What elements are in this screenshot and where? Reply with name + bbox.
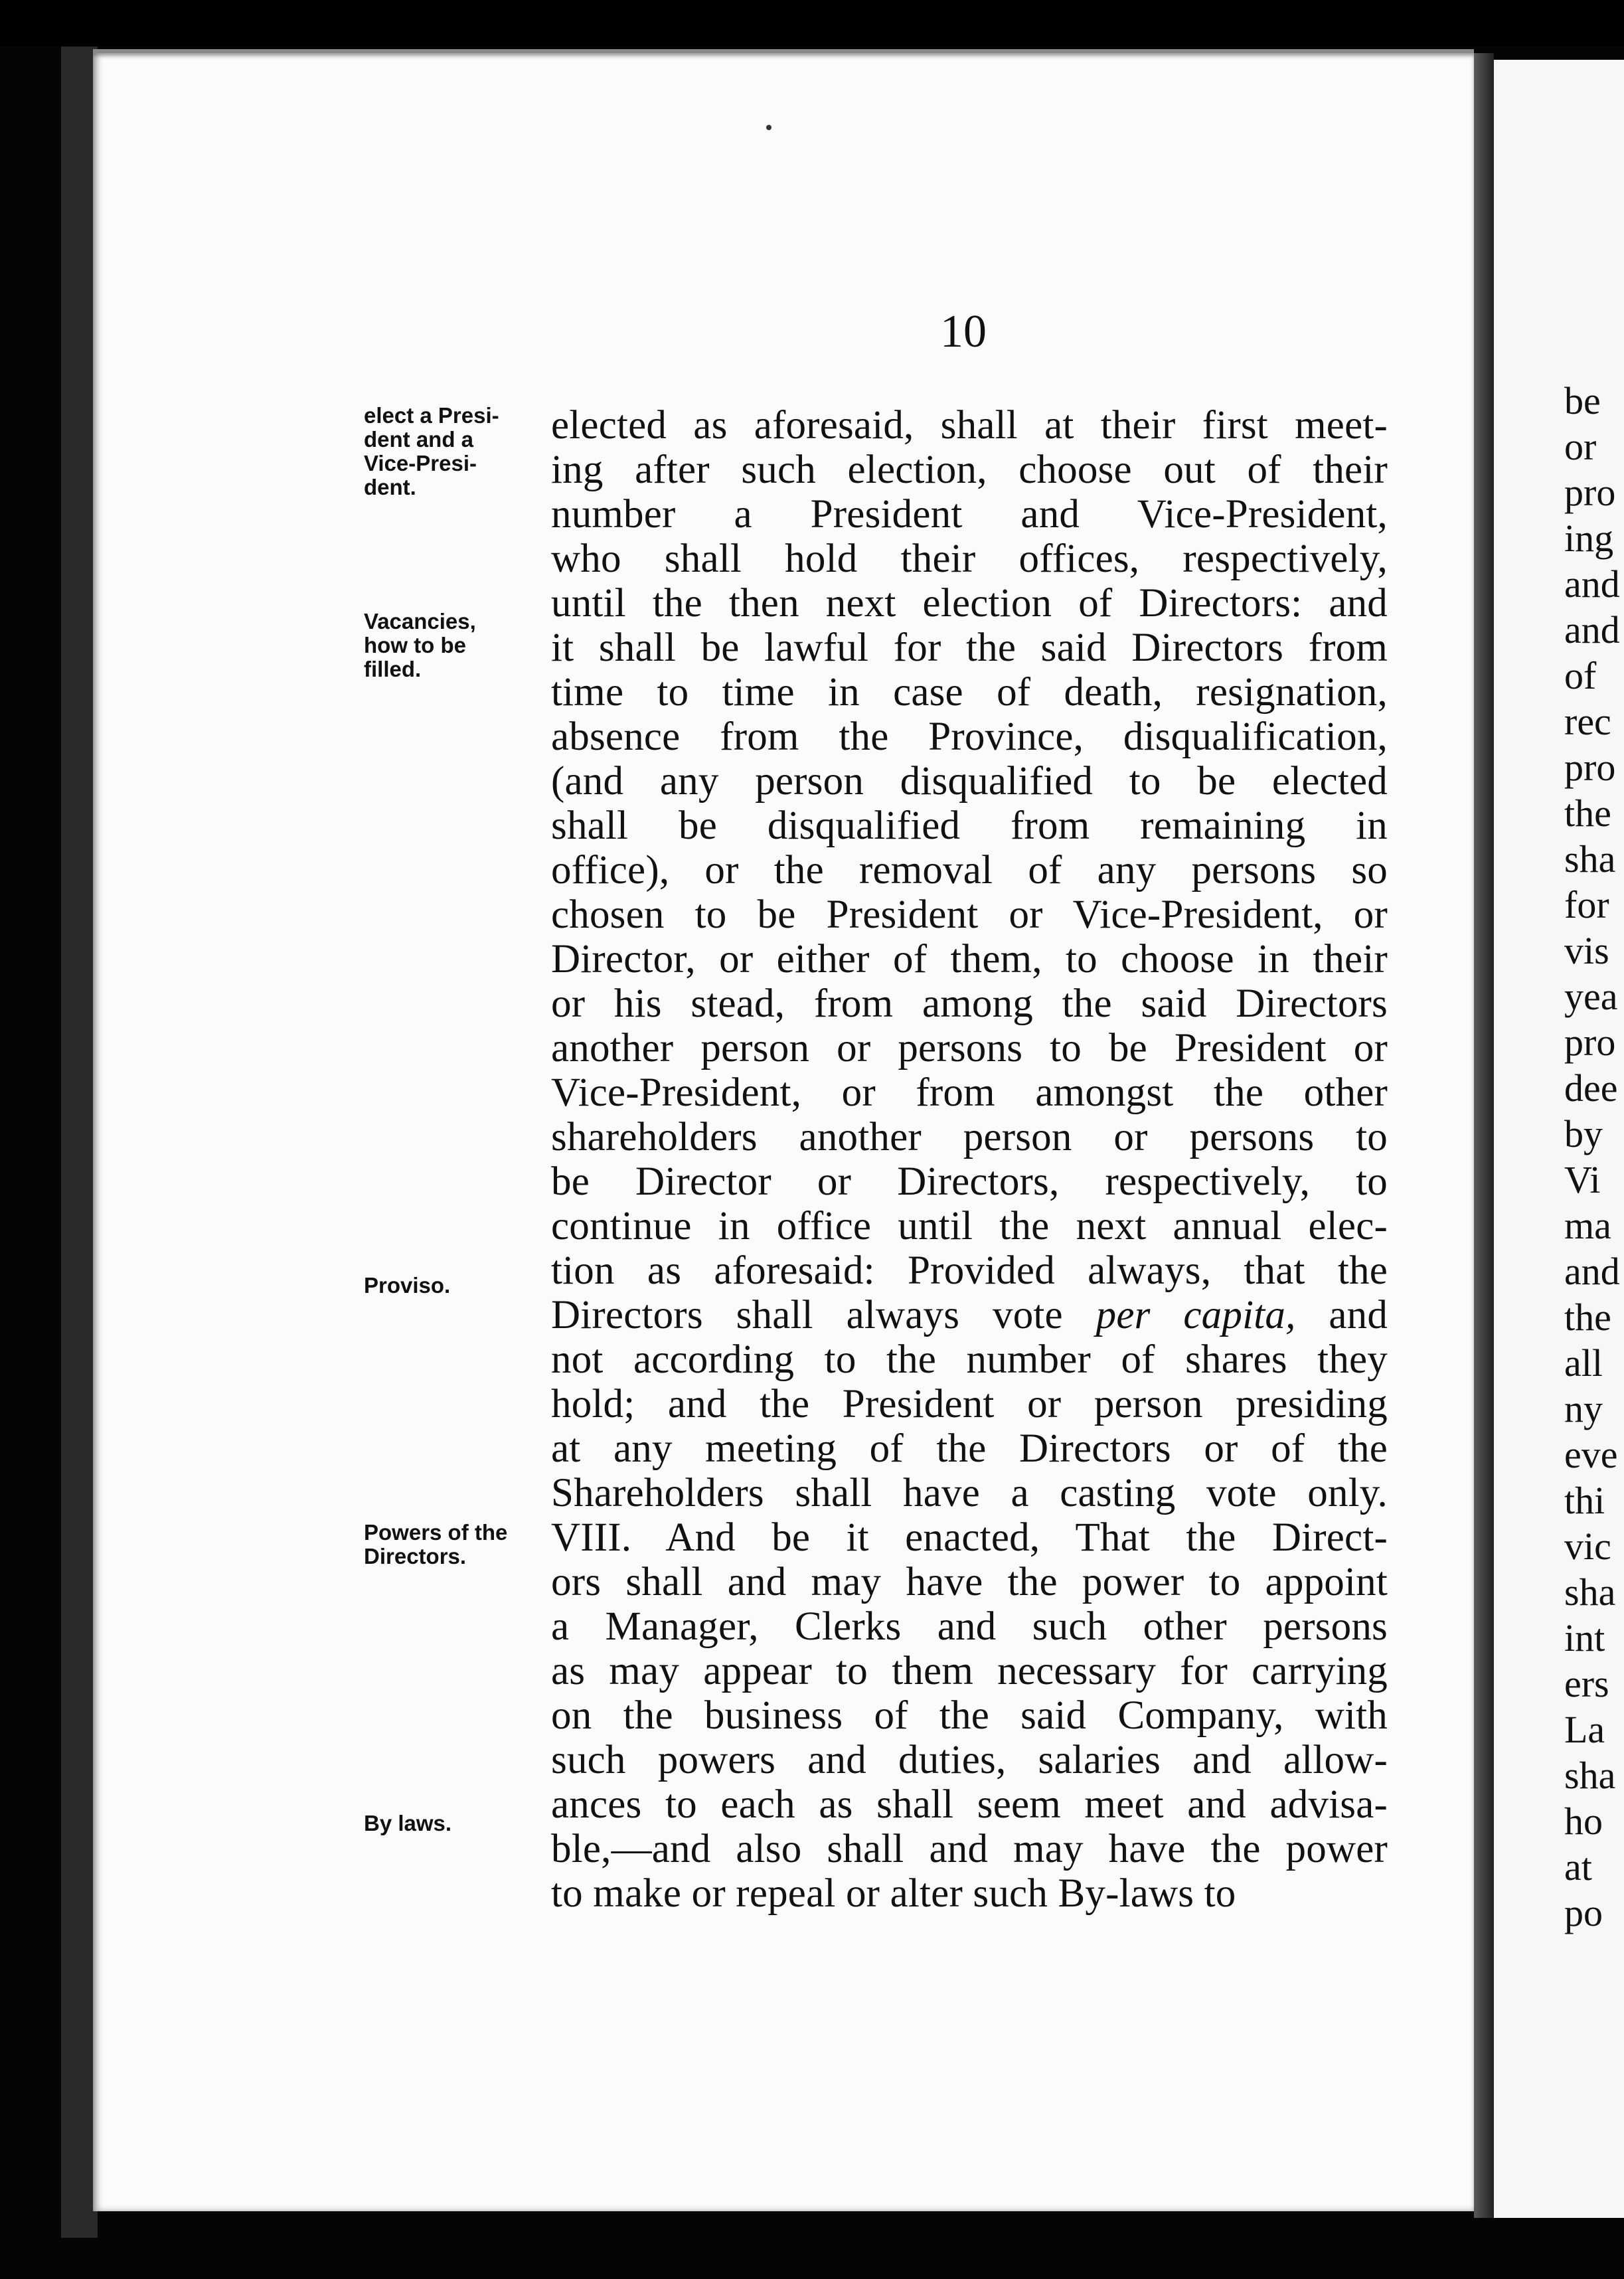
body-line: shall be disqualified from remaining in <box>551 803 1388 848</box>
facing-line: pro <box>1564 746 1616 789</box>
facing-line: La <box>1564 1708 1605 1751</box>
facing-line: vic <box>1564 1525 1611 1568</box>
body-line: VIII. And be it enacted, That the Direct- <box>551 1515 1388 1560</box>
facing-line: pro <box>1564 1021 1616 1064</box>
body-line: tion as aforesaid: Provided always, that the <box>551 1248 1388 1293</box>
facing-line: po <box>1564 1891 1603 1934</box>
body-line: to make or repeal or alter such By-laws to <box>551 1871 1236 1916</box>
facing-line: rec <box>1564 700 1611 743</box>
facing-line: the <box>1564 792 1611 835</box>
body-line: not according to the number of shares they <box>551 1337 1388 1382</box>
facing-line: ho <box>1564 1800 1603 1843</box>
margin-note-line: filled. <box>364 657 422 681</box>
body-line: who shall hold their offices, respectively, <box>551 537 1388 581</box>
margin-note-line: Vacancies, <box>364 609 476 633</box>
margin-note-line: Vice-Presi- <box>364 451 477 475</box>
facing-line: vis <box>1564 929 1609 972</box>
body-line: elected as aforesaid, shall at their first meet- <box>551 403 1388 448</box>
facing-line: pro <box>1564 471 1616 514</box>
margin-note-powers-of-directors <box>364 1521 507 1568</box>
facing-line: at <box>1564 1845 1592 1889</box>
body-line: ances to each as shall seem meet and advisa- <box>551 1782 1388 1827</box>
body-line: at any meeting of the Directors or of the <box>551 1426 1388 1471</box>
facing-line: of <box>1564 654 1597 697</box>
facing-line: or <box>1564 425 1597 468</box>
margin-note-line: Powers of the <box>364 1520 508 1545</box>
left-page-edge <box>61 46 98 2238</box>
facing-line: sha <box>1564 837 1616 881</box>
body-line: it shall be lawful for the said Directors from <box>551 626 1388 670</box>
body-line: another person or persons to be President or <box>551 1026 1388 1070</box>
body-line: shareholders another person or persons to <box>551 1115 1388 1159</box>
body-line: a Manager, Clerks and such other persons <box>551 1604 1388 1649</box>
body-line: until the then next election of Directors: and <box>551 581 1388 626</box>
facing-line: the <box>1564 1296 1611 1339</box>
body-line-per-capita <box>551 1295 1388 1335</box>
facing-line: ers <box>1564 1662 1609 1705</box>
facing-line: and <box>1564 1250 1620 1293</box>
facing-line: for <box>1564 883 1609 926</box>
facing-line: ma <box>1564 1204 1611 1247</box>
italic-phrase: per capita, <box>1096 1293 1296 1337</box>
facing-line: sha <box>1564 1570 1616 1614</box>
margin-note-line: elect a Presi- <box>364 403 499 428</box>
facing-line: be <box>1564 379 1601 422</box>
margin-note-elect-president <box>364 404 499 499</box>
body-line: hold; and the President or person presiding <box>551 1382 1388 1426</box>
body-line: continue in office until the next annual elec- <box>551 1204 1388 1248</box>
scan-top-border <box>0 0 1624 46</box>
margin-note-line: dent and a <box>364 427 474 452</box>
facing-line: Vi <box>1564 1158 1601 1201</box>
body-line: or his stead, from among the said Directors <box>551 981 1388 1026</box>
facing-line: ing <box>1564 517 1614 560</box>
page-number: 10 <box>940 306 987 357</box>
body-line: chosen to be President or Vice-President, or <box>551 892 1388 937</box>
facing-line: by <box>1564 1112 1603 1155</box>
margin-note-by-laws <box>364 1812 451 1835</box>
facing-line: all <box>1564 1341 1603 1385</box>
facing-line: dee <box>1564 1066 1618 1110</box>
margin-note-line: how to be <box>364 633 466 657</box>
margin-note-line: Proviso. <box>364 1273 451 1298</box>
body-line: Shareholders shall have a casting vote only. <box>551 1471 1388 1515</box>
body-line: time to time in case of death, resignation, <box>551 670 1388 715</box>
body-line: office), or the removal of any persons so <box>551 848 1388 892</box>
body-line: ble,—and also shall and may have the power <box>551 1827 1388 1871</box>
body-line: ing after such election, choose out of their <box>551 448 1388 492</box>
body-line: Vice-President, or from amongst the other <box>551 1070 1388 1115</box>
facing-line: and <box>1564 562 1620 606</box>
margin-note-line: Directors. <box>364 1544 467 1568</box>
body-line: such powers and duties, salaries and allow- <box>551 1738 1388 1782</box>
body-line: (and any person disqualified to be elected <box>551 759 1388 803</box>
body-line-text: Directors shall always vote <box>551 1293 1063 1337</box>
body-line: ors shall and may have the power to appoint <box>551 1560 1388 1604</box>
margin-note-line: By laws. <box>364 1811 452 1835</box>
body-line: as may appear to them necessary for carrying <box>551 1649 1388 1693</box>
facing-line: sha <box>1564 1754 1616 1797</box>
facing-line: eve <box>1564 1433 1618 1476</box>
body-line: Director, or either of them, to choose in their <box>551 937 1388 981</box>
body-line-text: and <box>1295 1293 1388 1337</box>
facing-line: int <box>1564 1616 1605 1659</box>
body-line: number a President and Vice-President, <box>551 492 1388 537</box>
body-line: absence from the Province, disqualification, <box>551 715 1388 759</box>
facing-line: ny <box>1564 1387 1603 1430</box>
margin-note-proviso <box>364 1274 450 1298</box>
facing-line: and <box>1564 608 1620 651</box>
margin-note-line: dent. <box>364 475 416 499</box>
facing-line: thi <box>1564 1479 1605 1522</box>
facing-line: yea <box>1564 975 1618 1018</box>
ink-speck <box>766 125 771 130</box>
body-line: be Director or Directors, respectively, to <box>551 1159 1388 1204</box>
margin-note-vacancies <box>364 610 476 681</box>
facing-page <box>1494 60 1624 2218</box>
body-line: on the business of the said Company, with <box>551 1693 1388 1738</box>
book-gutter <box>1474 53 1494 2218</box>
